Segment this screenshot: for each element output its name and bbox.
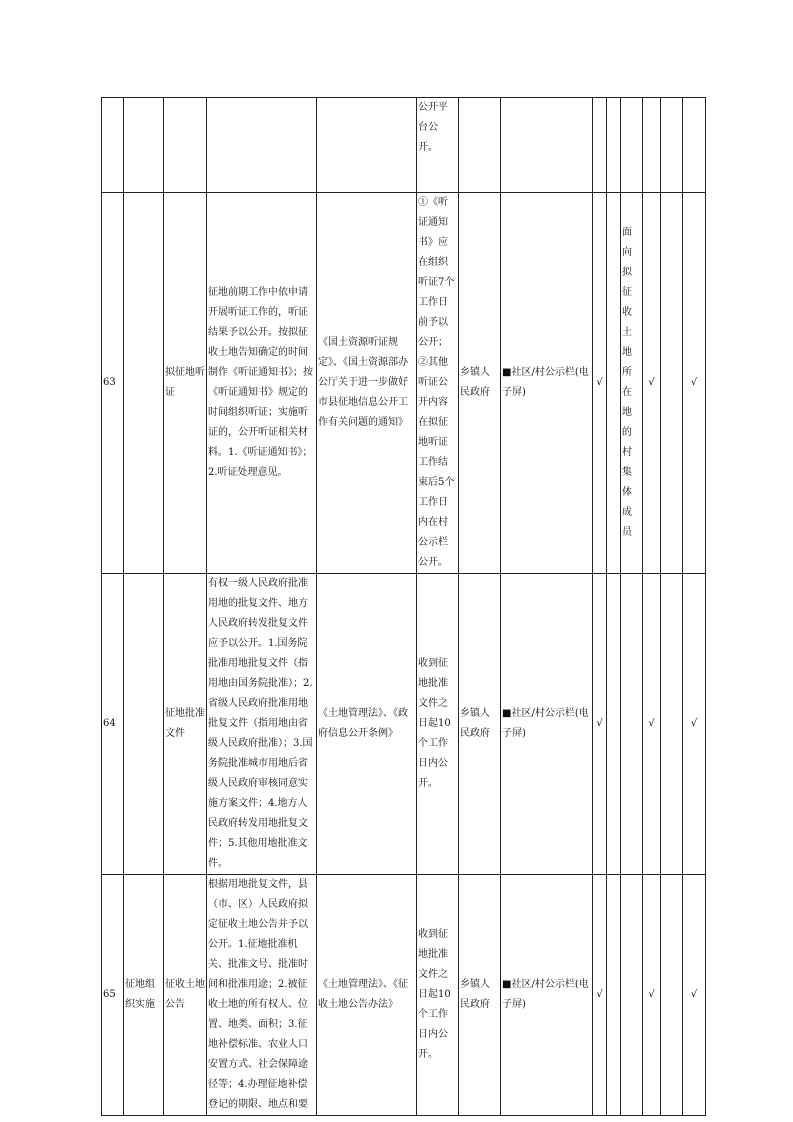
check-cell [621,98,643,193]
basis-cell [317,98,417,193]
subject-cell: 乡镇人民政府 [459,574,501,875]
channel-cell [501,98,593,193]
check-cell: √ [593,574,607,875]
check-cell [621,574,643,875]
disclosure-table [101,97,706,1116]
check-cell [607,574,621,875]
time-cell: 收到征地批准文件之日起10个工作日内公开。 [417,875,459,1116]
category-cell [124,193,164,574]
check-cell [621,875,643,1116]
check-cell [593,98,607,193]
check-cell [683,98,706,193]
check-cell [607,875,621,1116]
basis-cell: 《土地管理法》、《政府信息公开条例》 [317,574,417,875]
row-number: 63 [102,193,124,574]
subject-cell: 乡镇人民政府 [459,193,501,574]
table-row [102,193,706,574]
channel-cell: ■社区/村公示栏(电子屏) [501,574,593,875]
subject-cell [459,98,501,193]
check-cell: √ [643,875,661,1116]
table-row [102,98,706,193]
check-cell: √ [643,193,661,574]
table-row [102,875,706,1116]
content-cell [207,98,317,193]
content-cell: 有权一级人民政府批准用地的批复文件、地方人民政府转发批复文件应予以公开。1.国务院批准用地批复文件（指用地由国务院批准）；2.省级人民政府批准用地批复文件（指用地由省级人民政府批准）；3.国务院批准城市用地后省级人民政府审核同意实施方案文件；4.地方人民政府转发用地批复文件；5.其他用地批准文件。 [207,574,317,875]
basis-cell: 《国土资源听证规定》、《国土资源部办公厅关于进一步做好市县征地信息公开工作有关问题的通知》 [317,193,417,574]
time-cell: ①《听证通知书》应在组织听证7个工作日前予以公开；②其他听证公开内容在拟征地听证工作结束后5个工作日内在村公示栏公开。 [417,193,459,574]
time-cell: 公开平台公开。 [417,98,459,193]
check-cell: √ [683,875,706,1116]
check-cell: √ [593,193,607,574]
check-cell [661,875,683,1116]
content-cell: 根据用地批复文件，县（市、区）人民政府拟定征收土地公告并予以公开。1.征地批准机关、批准文号、批准时间和批准用途；2.被征收土地的所有权人、位置、地类、面积；3.征地补偿标准、农业人口安置方式、社会保障途径等；4.办理征地补偿登记的期限、地点和要 [207,875,317,1116]
row-number: 64 [102,574,124,875]
check-cell [607,98,621,193]
check-cell: √ [643,574,661,875]
check-cell [643,98,661,193]
check-cell: 面向拟征收土地所在地的村集体成员 [621,193,643,574]
item-cell: 征地批准文件 [164,574,207,875]
item-cell: 拟征地听证 [164,193,207,574]
category-cell [124,98,164,193]
item-cell [164,98,207,193]
check-cell: √ [593,875,607,1116]
row-number [102,98,124,193]
category-cell [124,574,164,875]
check-cell: √ [683,193,706,574]
check-cell: √ [683,574,706,875]
table-row [102,574,706,875]
channel-cell: ■社区/村公示栏(电子屏) [501,193,593,574]
subject-cell: 乡镇人民政府 [459,875,501,1116]
check-cell [661,98,683,193]
time-cell: 收到征地批准文件之日起10个工作日内公开。 [417,574,459,875]
basis-cell: 《土地管理法》、《征收土地公告办法》 [317,875,417,1116]
row-number: 65 [102,875,124,1116]
channel-cell: ■社区/村公示栏(电子屏) [501,875,593,1116]
check-cell [661,193,683,574]
category-cell: 征地组织实施 [124,875,164,1116]
check-cell [607,193,621,574]
check-cell [661,574,683,875]
content-cell: 征地前期工作中依申请开展听证工作的，听证结果予以公开。按拟征收土地告知确定的时间制作《听证通知书》；按《听证通知书》规定的时间组织听证；实施听证的，公开听证相关材料。1.《听证通知书》；2.听证处理意见。 [207,193,317,574]
item-cell: 征收土地公告 [164,875,207,1116]
